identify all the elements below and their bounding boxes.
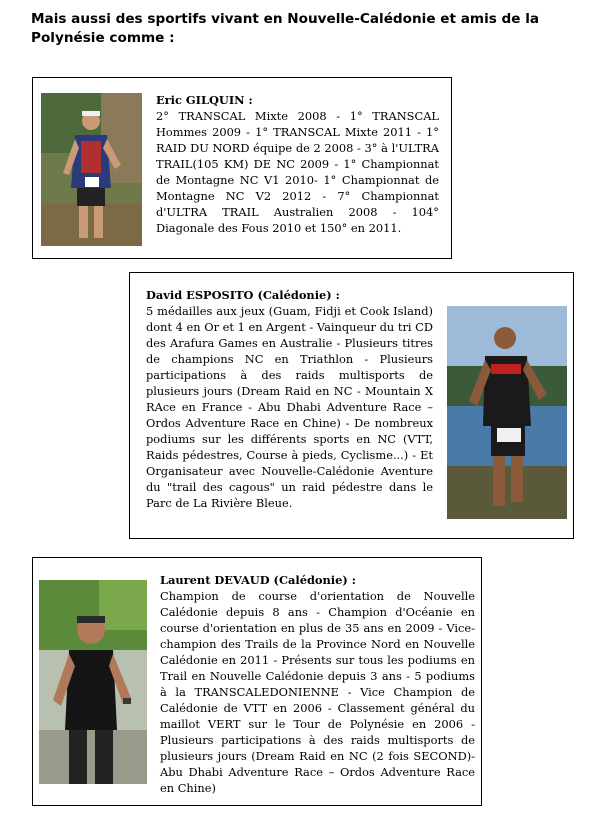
athlete-bio: 5 médailles aux jeux (Guam, Fidji et Cook Island) dont 4 en Or et 1 en Argent - Vainqueur du tri CD des Arafura Games en Australie - Plusieurs titres de champions NC en Triathlon - Plusieurs participations à des raids multisports de plusieurs jours (Dream Raid en NC - Mountain X RAce en France - Abu Dhabi Adventure Race – Ordos Adventure Race en Chine) - De nombreux podiums sur les différents sports en NC (VTT, Raids pédestres, Course à pieds, Cyclisme...) - Et Organisateur avec Nouvelle-Calédonie Aventure du "trail des cagous" un raid pédestre dans le Parc de La Rivière Bleue. — [146, 304, 433, 510]
athlete-photo-devaud — [39, 580, 147, 784]
athlete-photo-esposito — [447, 306, 567, 519]
athlete-bio: 2° TRANSCAL Mixte 2008 - 1° TRANSCAL Hommes 2009 - 1° TRANSCAL Mixte 2011 - 1° RAID DU NORD équipe de 2 2008 - 3° à l'ULTRA TRAIL(105 KM) DE NC 2009 - 1° Championnat de Montagne NC V1 2010- 1° Championnat de Montagne NC V2 2012 - 7° Championnat d'ULTRA TRAIL Australien 2008 - 104° Diagonale des Fous 2010 et 150° en 2011. — [156, 109, 439, 235]
athlete-name: Eric GILQUIN : — [156, 93, 253, 107]
athlete-bio: Champion de course d'orientation de Nouvelle Calédonie depuis 8 ans - Champion d'Océanie en course d'orientation en plus de 35 ans en 2009 - Vice-champion des Trails de la Province Nord en Nouvelle Calédonie en 2011 - Présents sur tous les podiums en Trail en Nouvelle Calédonie depuis 3 ans - 5 podiums à la TRANSCALEDONIENNE - Vice Champion de Calédonie de VTT en 2006 - Classement général du maillot VERT sur le Tour de Polynésie en 2006 - Plusieurs participations à des raids multisports de plusieurs jours (Dream Raid en NC (2 fois SECOND)- Abu Dhabi Adventure Race – Ordos Adventure Race en Chine) — [160, 589, 475, 795]
athlete-card-devaud — [32, 557, 482, 806]
athlete-name: Laurent DEVAUD (Calédonie) : — [160, 573, 356, 587]
athlete-card-esposito — [129, 272, 574, 539]
page-heading: Mais aussi des sportifs vivant en Nouvelle-Calédonie et amis de la Polynésie comme : — [31, 11, 540, 46]
athlete-name: David ESPOSITO (Calédonie) : — [146, 288, 340, 302]
athlete-photo-gilquin — [41, 93, 142, 246]
athlete-card-gilquin — [32, 77, 452, 259]
